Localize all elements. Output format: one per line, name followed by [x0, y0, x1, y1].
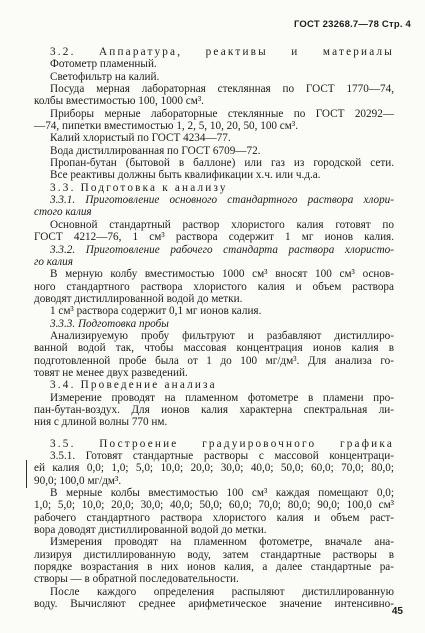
- text-line: стого калия: [34, 206, 92, 219]
- text-line: лизируя дистиллированную воду, затем стандартные растворы в: [34, 548, 394, 561]
- text-line: Измерения проводят на пламенном фотометре, вначале ана-: [50, 536, 394, 549]
- spacer: [34, 429, 394, 438]
- text-line: Приборы мерные лабораторные стеклянные по ГОСТ 20292—: [50, 107, 394, 120]
- text-line: ванной водой так, чтобы массовая концентрация ионов калия в: [34, 342, 394, 355]
- text-line: Калий хлористый по ГОСТ 4234—77.: [50, 132, 231, 145]
- text-line: Основной стандартный раствор хлористого калия готовят по: [50, 218, 394, 231]
- text-line: В мерные колбы вместимостью 100 см³ каждая помещают 0,0;: [50, 487, 394, 500]
- text-line: —74, пипетки вместимостью 1, 2, 5, 10, 20, 50, 100 см³.: [34, 120, 299, 133]
- text-line: подготовленной пробе была от 1 до 100 мг/дм³. Для анализа го-: [34, 354, 394, 367]
- page-header: ГОСТ 23268.7—78 Стр. 4: [293, 19, 411, 30]
- text-line: Фотометр пламенный.: [50, 58, 157, 71]
- text-line: 3.3.3. Подготовка пробы: [50, 317, 169, 330]
- text-line: После каждого определения распыляют дистиллированную: [50, 585, 394, 598]
- page-number: 45: [391, 606, 403, 617]
- text-line: го калия: [34, 255, 73, 268]
- text-line: пан-бутан-воздух. Для ионов калия характерна спектральная ли-: [34, 403, 394, 416]
- text-line: ГОСТ 4212—76, 1 см³ раствора содержит 1 мг ионов калия.: [34, 231, 394, 244]
- text-line: 3.4. Проведение анализа: [50, 379, 217, 392]
- text-line: Все реактивы должны быть квалификации х.ч. или ч.д.а.: [50, 169, 321, 182]
- text-line: ного стандартного раствора хлористого калия и объем раствора: [34, 280, 394, 293]
- body-text: [34, 46, 394, 610]
- text-line: Вода дистиллированная по ГОСТ 6709—72.: [50, 144, 261, 157]
- text-line: 1,0; 5,0; 10,0; 20,0; 30,0; 40,0; 50,0; 60,0; 70,0; 80,0; 90,0; 100,0 см³: [34, 499, 394, 512]
- text-line: воду. Вычисляют среднее арифметическое значение интенсивно-: [34, 598, 394, 611]
- text-line: 3.3. Подготовка к анализу: [50, 181, 228, 194]
- text-line: Светофильтр на калий.: [50, 70, 160, 83]
- text-line: товят не менее двух разведений.: [34, 366, 188, 379]
- margin-mark: [26, 460, 27, 488]
- text-line: Анализируемую пробу фильтруют и разбавляют дистиллиро-: [50, 329, 394, 342]
- text-line: 3.3.1. Приготовление основного стандартного раствора хлори-: [50, 194, 394, 207]
- text-line: 90,0; 100,0 мг/дм³.: [34, 474, 122, 487]
- text-line: доводят дистиллированной водой до метки.: [34, 292, 243, 305]
- text-line: колбы вместимостью 100, 1000 см³.: [34, 95, 204, 108]
- text-line: ей калия 0,0; 1,0; 5,0; 10,0; 20,0; 30,0; 40,0; 50,0; 60,0; 70,0; 80,0;: [34, 462, 394, 475]
- text-line: Посуда мерная лабораторная стеклянная по ГОСТ 1770—74,: [50, 83, 394, 96]
- text-line: порядке возрастания в них ионов калия, а далее стандартные ра-: [34, 561, 394, 574]
- text-line: 3.5.1. Готовят стандартные растворы с массовой концентраци-: [50, 450, 394, 462]
- text-line: 3.5. Построение градуировочного графика: [50, 437, 394, 450]
- text-line: Измерение проводят на пламенном фотометре в пламени про-: [50, 391, 394, 404]
- text-line: 3.3.2. Приготовление рабочего стандарта раствора хлористо-: [50, 243, 394, 256]
- text-line: рабочего стандартного раствора хлористого калия и объем раст-: [34, 511, 394, 524]
- text-line: 3.2. Аппаратура, реактивы и материалы: [50, 46, 394, 58]
- text-line: Пропан-бутан (бытовой в баллоне) или газ из городской сети.: [50, 157, 394, 170]
- text-line: В мерную колбу вместимостью 1000 см³ вносят 100 см³ основ-: [50, 268, 394, 281]
- text-line: вора доводят дистиллированной водой до метки.: [34, 524, 267, 537]
- text-line: ния с длиной волны 770 нм.: [34, 416, 168, 429]
- text-line: 1 см³ раствора содержит 0,1 мг ионов калия.: [50, 305, 262, 318]
- text-line: створы — в обратной последовательности.: [34, 573, 239, 586]
